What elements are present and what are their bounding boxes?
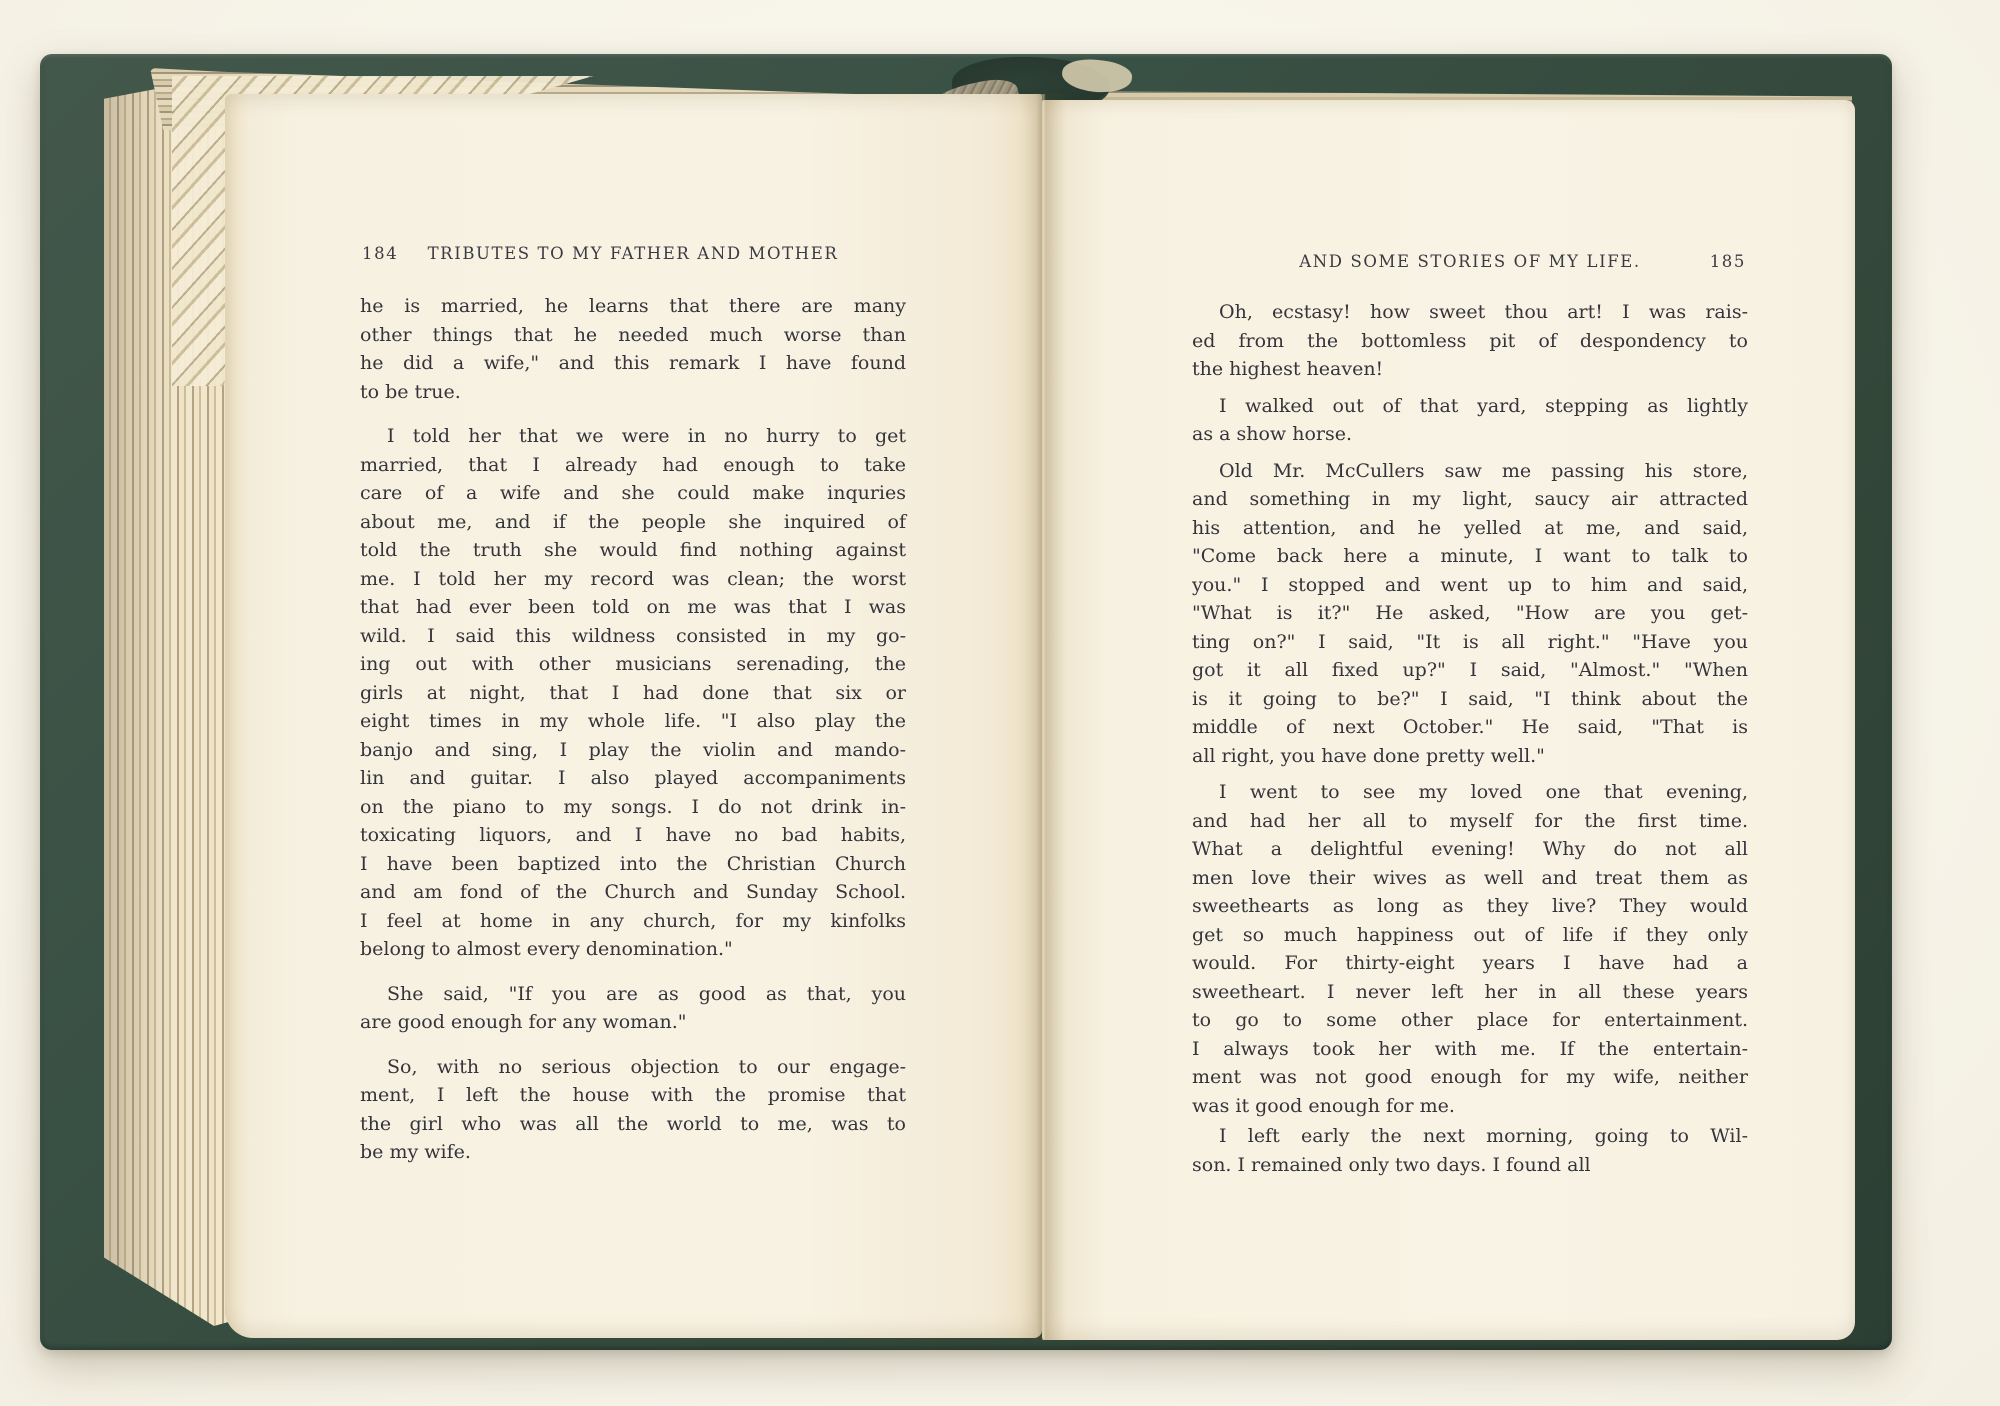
right-page-header bbox=[1192, 252, 1748, 276]
text-line: would. For thirty-eight years I have had a bbox=[1192, 952, 1748, 974]
text-line: got it all fixed up?" I said, "Almost." "When bbox=[1192, 659, 1748, 681]
text-line: sweetheart. I never left her in all these years bbox=[1192, 980, 1748, 1003]
text-line: are good enough for any woman." bbox=[360, 1011, 687, 1033]
text-line: on the piano to my songs. I do not drink in- bbox=[360, 795, 906, 818]
text-line: the highest heaven! bbox=[1192, 358, 1384, 380]
text-line: ment, I left the house with the promise that bbox=[360, 1084, 906, 1106]
text-line: to go to some other place for entertainment. bbox=[1192, 1009, 1748, 1031]
paragraph bbox=[360, 1053, 906, 1167]
text-line: ed from the bottomless pit of despondency to bbox=[1192, 329, 1748, 352]
text-line: and something in my light, saucy air attracted bbox=[1192, 488, 1748, 510]
text-line: and am fond of the Church and Sunday School. bbox=[360, 881, 906, 903]
text-line: get so much happiness out of life if they only bbox=[1192, 923, 1748, 946]
text-line: So, with no serious objection to our engage- bbox=[387, 1055, 906, 1078]
text-line: What a delightful evening! Why do not all bbox=[1192, 838, 1748, 860]
text-line: Old Mr. McCullers saw me passing his store, bbox=[1219, 459, 1748, 482]
right-running-title: AND SOME STORIES OF MY LIFE. bbox=[1299, 252, 1641, 271]
left-page-header bbox=[360, 244, 906, 268]
paragraph bbox=[1192, 1122, 1748, 1179]
text-line: he did a wife," and this remark I have found bbox=[360, 352, 906, 374]
text-line: is it going to be?" I said, "I think about the bbox=[1192, 687, 1748, 710]
text-line: belong to almost every denomination." bbox=[360, 938, 733, 960]
text-line: toxicating liquors, and I have no bad habits, bbox=[360, 824, 906, 846]
text-line: ment was not good enough for my wife, neither bbox=[1192, 1066, 1748, 1088]
left-running-title: TRIBUTES TO MY FATHER AND MOTHER bbox=[427, 244, 839, 263]
paragraph bbox=[1192, 457, 1748, 771]
text-line: and had her all to myself for the first time. bbox=[1192, 809, 1748, 832]
text-line: other things that he needed much worse than bbox=[360, 323, 906, 346]
text-line: I have been baptized into the Christian Church bbox=[360, 852, 906, 875]
text-line: girls at night, that I had done that six or bbox=[360, 681, 906, 704]
paragraph bbox=[360, 422, 906, 964]
left-page bbox=[225, 94, 1042, 1338]
text-line: eight times in my whole life. "I also play the bbox=[360, 710, 906, 732]
text-line: about me, and if the people she inquired of bbox=[360, 510, 906, 533]
paragraph bbox=[360, 292, 906, 406]
left-page-text bbox=[360, 292, 906, 1167]
text-line: Oh, ecstasy! how sweet thou art! I was rais- bbox=[1219, 301, 1748, 323]
text-line: "What is it?" He asked, "How are you get- bbox=[1192, 602, 1748, 624]
text-line: me. I told her my record was clean; the worst bbox=[360, 567, 906, 590]
text-line: that had ever been told on me was that I was bbox=[360, 596, 906, 618]
text-line: to be true. bbox=[360, 380, 461, 403]
text-line: as a show horse. bbox=[1192, 423, 1353, 445]
text-line: ing out with other musicians serenading, the bbox=[360, 653, 906, 675]
text-line: I always took her with me. If the entertain- bbox=[1192, 1037, 1748, 1060]
text-line: "Come back here a minute, I want to talk to bbox=[1192, 545, 1748, 567]
text-line: all right, you have done pretty well." bbox=[1192, 744, 1545, 767]
right-page-number: 185 bbox=[1709, 252, 1746, 271]
text-line: the girl who was all the world to me, was to bbox=[360, 1112, 906, 1135]
text-line: care of a wife and she could make inquries bbox=[360, 482, 906, 504]
right-page bbox=[1042, 100, 1855, 1340]
text-line: be my wife. bbox=[360, 1141, 471, 1163]
text-line: I feel at home in any church, for my kinfolks bbox=[360, 909, 906, 932]
text-line: his attention, and he yelled at me, and said, bbox=[1192, 516, 1748, 539]
text-line: I went to see my loved one that evening, bbox=[1219, 781, 1748, 803]
text-line: told the truth she would find nothing against bbox=[360, 539, 906, 561]
paragraph bbox=[1192, 392, 1748, 449]
paragraph bbox=[1192, 778, 1748, 1120]
right-page-text bbox=[1192, 298, 1748, 1179]
text-line: son. I remained only two days. I found all bbox=[1192, 1153, 1591, 1176]
text-line: he is married, he learns that there are many bbox=[360, 295, 906, 317]
text-line: middle of next October." He said, "That is bbox=[1192, 716, 1748, 738]
text-line: wild. I said this wildness consisted in my go- bbox=[360, 624, 906, 647]
left-page-number: 184 bbox=[362, 244, 399, 263]
text-line: I left early the next morning, going to Wil- bbox=[1219, 1125, 1748, 1147]
paragraph bbox=[1192, 298, 1748, 384]
text-line: I told her that we were in no hurry to get bbox=[387, 425, 906, 447]
text-line: was it good enough for me. bbox=[1192, 1094, 1455, 1117]
text-line: ting on?" I said, "It is all right." "Have you bbox=[1192, 630, 1748, 653]
text-line: sweethearts as long as they live? They would bbox=[1192, 895, 1748, 917]
text-line: you." I stopped and went up to him and said, bbox=[1192, 573, 1748, 596]
text-line: men love their wives as well and treat them as bbox=[1192, 866, 1748, 889]
text-line: She said, "If you are as good as that, you bbox=[387, 982, 906, 1005]
paragraph bbox=[360, 980, 906, 1037]
text-line: lin and guitar. I also played accompaniments bbox=[360, 767, 906, 789]
text-line: I walked out of that yard, stepping as lightly bbox=[1219, 394, 1748, 417]
text-line: married, that I already had enough to take bbox=[360, 453, 906, 476]
text-line: banjo and sing, I play the violin and mando- bbox=[360, 738, 906, 761]
